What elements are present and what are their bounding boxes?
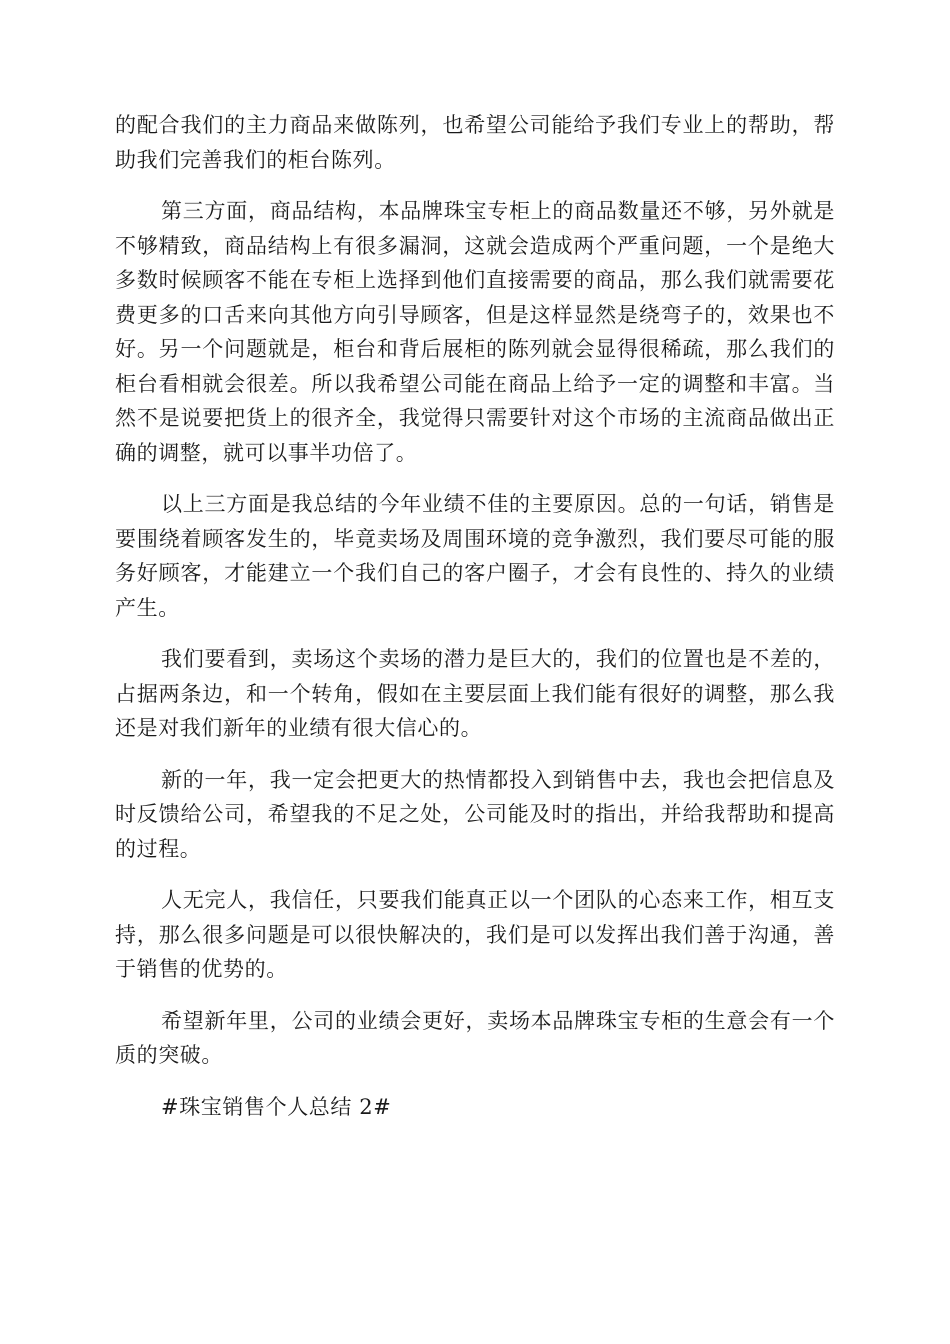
paragraph-6: 人无完人，我信任，只要我们能真正以一个团队的心态来工作，相互支持，那么很多问题是可以很快解决的，我们是可以发挥出我们善于沟通，善于销售的优势的。 [115,888,835,981]
paragraph-7: 希望新年里，公司的业绩会更好，卖场本品牌珠宝专柜的生意会有一个质的突破。 [115,1008,835,1067]
paragraph-3: 以上三方面是我总结的今年业绩不佳的主要原因。总的一句话，销售是要围绕着顾客发生的，毕竟卖场及周围环境的竞争激烈，我们要尽可能的服务好顾客，才能建立一个我们自己的客户圈子，才会有良性的、持久的业绩产生。 [115,492,835,620]
paragraph-4: 我们要看到，卖场这个卖场的潜力是巨大的，我们的位置也是不差的，占据两条边，和一个转角，假如在主要层面上我们能有很好的调整，那么我还是对我们新年的业绩有很大信心的。 [115,647,835,740]
paragraph-2: 第三方面，商品结构，本品牌珠宝专柜上的商品数量还不够，另外就是不够精致，商品结构上有很多漏洞，这就会造成两个严重问题，一个是绝大多数时候顾客不能在专柜上选择到他们直接需要的商品，那么我们就需要花费更多的口舌来向其他方向引导顾客，但是这样显然是绕弯子的，效果也不好。另一个问题就是，柜台和背后展柜的陈列就会显得很稀疏，那么我们的柜台看相就会很差。所以我希望公司能在商品上给予一定的调整和丰富。当然不是说要把货上的很齐全，我觉得只需要针对这个市场的主流商品做出正确的调整，就可以事半功倍了。 [115,199,835,465]
document-page [115,108,835,1141]
paragraph-5: 新的一年，我一定会把更大的热情都投入到销售中去，我也会把信息及时反馈给公司，希望我的不足之处，公司能及时的指出，并给我帮助和提高的过程。 [115,767,835,861]
paragraph-1: 的配合我们的主力商品来做陈列，也希望公司能给予我们专业上的帮助，帮助我们完善我们的柜台陈列。 [115,113,835,172]
section-heading: #珠宝销售个人总结 2# [161,1094,392,1119]
